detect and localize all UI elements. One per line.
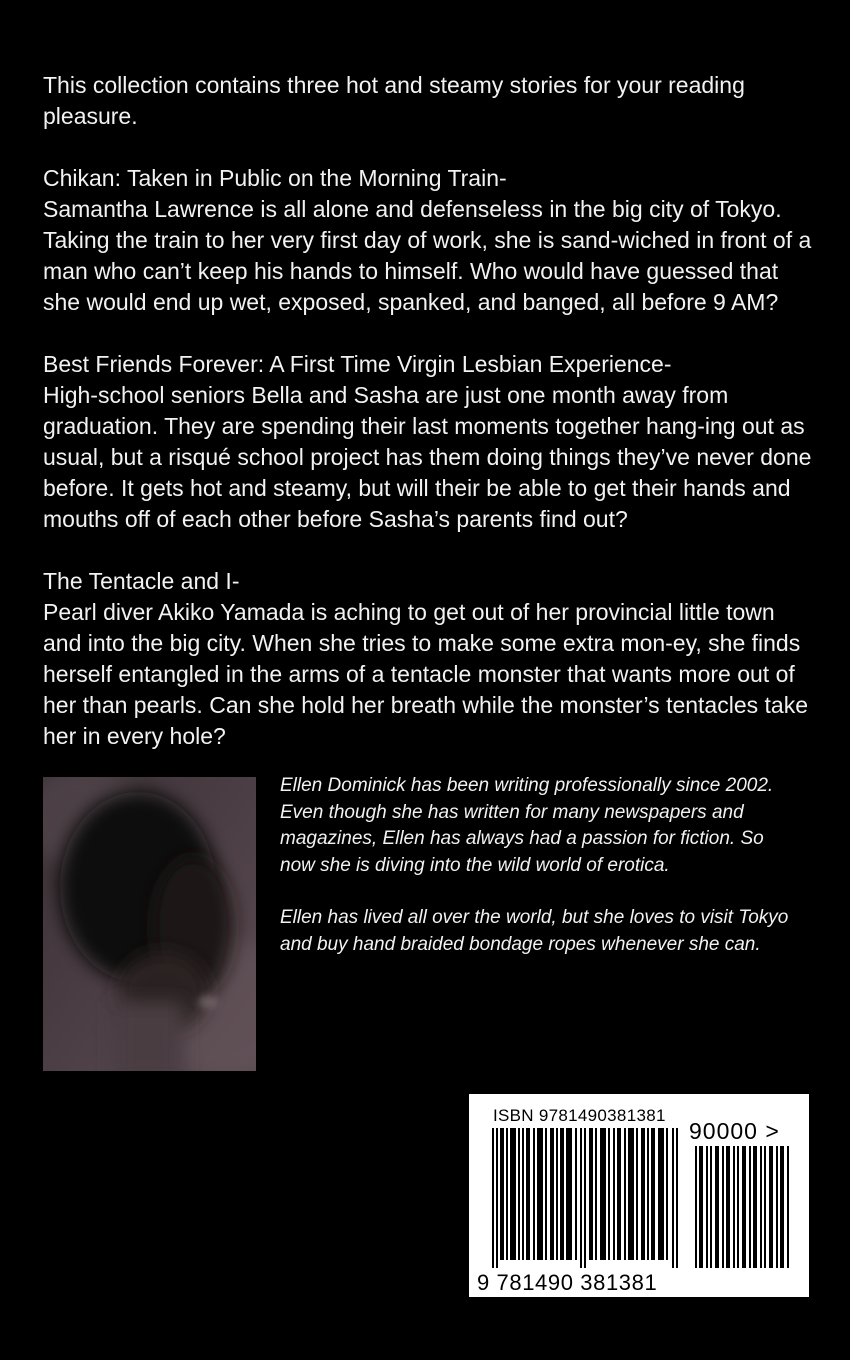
price-code: 90000 > xyxy=(689,1118,780,1144)
barcode-addon-bars xyxy=(695,1146,795,1268)
author-photo-image xyxy=(43,777,256,1071)
story-1 xyxy=(43,163,813,318)
author-bio xyxy=(280,773,800,984)
story-3 xyxy=(43,566,813,752)
blurb xyxy=(43,70,813,783)
author-bio-paragraph-2: Ellen has lived all over the world, but she loves to visit Tokyo and buy hand braided bondage ropes whenever she can. xyxy=(280,907,789,955)
isbn-barcode xyxy=(469,1094,809,1297)
story-title: Best Friends Forever: A First Time Virgin Lesbian Experience- xyxy=(43,351,672,377)
story-description: Pearl diver Akiko Yamada is aching to get out of her provincial little town and into the big city. When she tries to make some extra mon-ey, she finds herself entangled in the arms of a tentacle monster that wants more out of her than pearls. Can she hold her breath while the monster’s tentacles take her in every hole? xyxy=(43,599,808,749)
story-title: Chikan: Taken in Public on the Morning Train- xyxy=(43,165,507,191)
story-title: The Tentacle and I- xyxy=(43,568,240,594)
isbn-label: ISBN 9781490381381 xyxy=(493,1106,666,1125)
barcode-main-bars xyxy=(492,1128,682,1268)
story-description: Samantha Lawrence is all alone and defenseless in the big city of Tokyo. Taking the train to her very first day of work, she is sand-wiched in front of a man who can’t keep his hands to himself. Who would have guessed that she would end up wet, exposed, spanked, and banged, all before 9 AM? xyxy=(43,196,812,315)
blurb-intro: This collection contains three hot and steamy stories for your reading pleasure. xyxy=(43,72,745,129)
author-bio-paragraph-1: Ellen Dominick has been writing professionally since 2002. Even though she has written for many newspapers and magazines, Ellen has always had a passion for fiction. So now she is diving into the wild world of erotica. xyxy=(280,775,774,876)
isbn-digits: 9 781490 381381 xyxy=(477,1270,658,1295)
story-description: High-school seniors Bella and Sasha are just one month away from graduation. They are spending their last moments together hang-ing out as usual, but a risqué school project has them doing things they’ve never done before. It gets hot and steamy, but will their be able to get their hands and mouths off of each other before Sasha’s parents find out? xyxy=(43,382,812,532)
story-2 xyxy=(43,349,813,535)
author-photo xyxy=(43,777,256,1071)
